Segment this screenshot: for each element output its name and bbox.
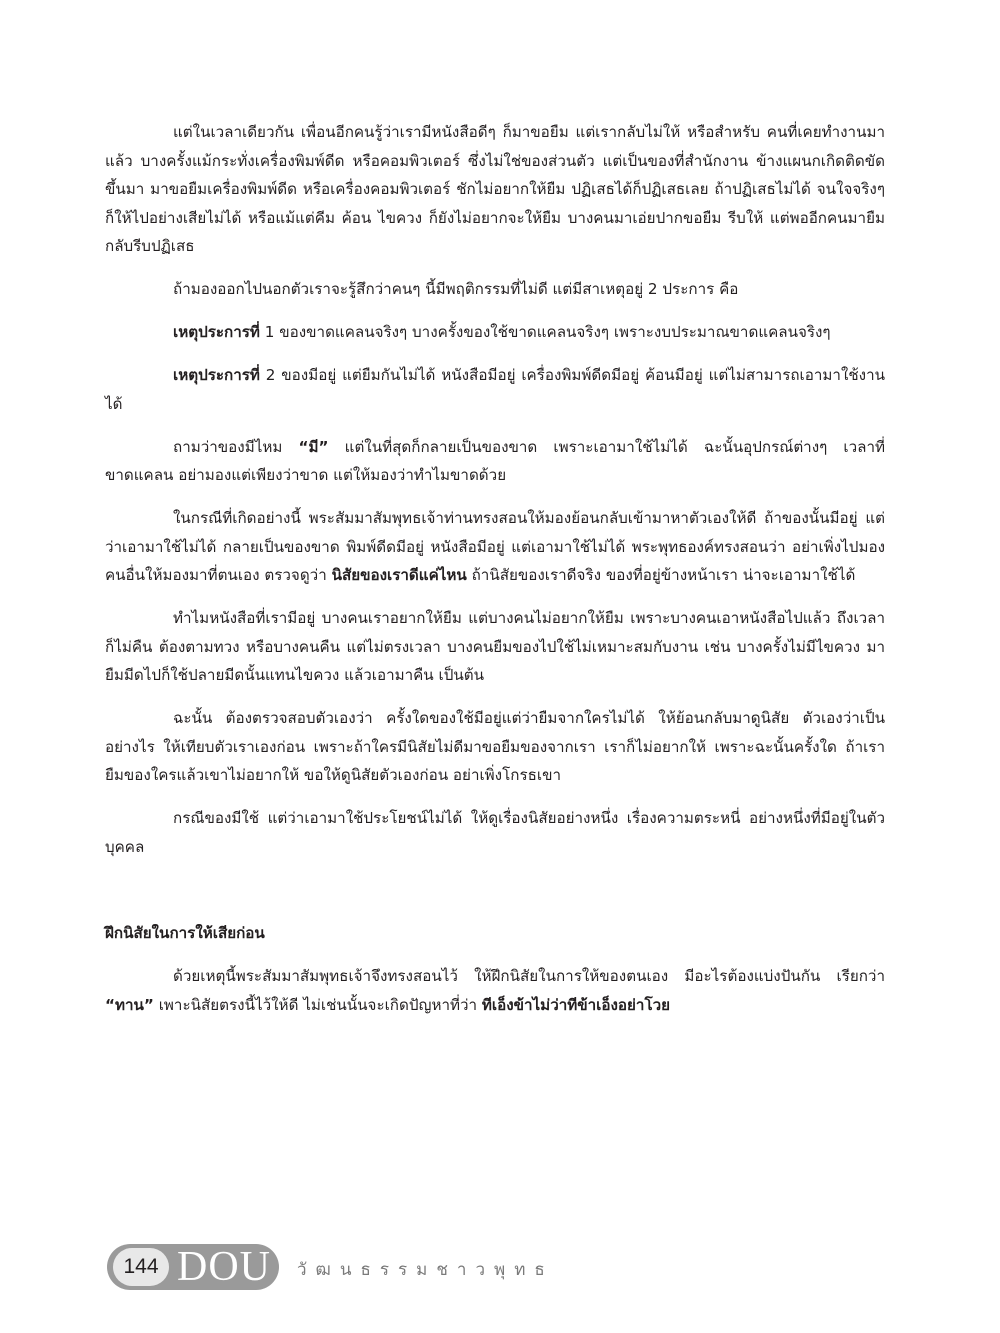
brand-logo-text: DOU bbox=[177, 1244, 271, 1290]
paragraph: ทำไมหนังสือที่เรามีอยู่ บางคนเราอยากให้ยืม แต่บางคนไม่อยากให้ยืม เพราะบางคนเอาหนังสือไปแล้ว ถึงเวลาก็ไม่คืน ต้องตามทวง หรือบางคนคืน แต่ไม่ตรงเวลา บางคนยืมของไปใช้ไม่เหมาะสมกับงาน เช่น บางครั้งไม่มีไขควง มายืมมีดไปก็ใช้ปลายมีดนั้นแทนไขควง แล้วเอามาคืน เป็นต้น bbox=[105, 609, 885, 685]
page-number: 144 bbox=[113, 1248, 169, 1286]
question-emphasis: “มี” bbox=[298, 437, 329, 456]
reason-2-text: 2 ของมีอยู่ แต่ยืมกันไม่ได้ หนังสือมีอยู่ เครื่องพิมพ์ดีดมีอยู่ ค้อนมีอยู่ แต่ไม่สามารถเอามาใช้งานได้ bbox=[105, 366, 885, 413]
reason-1-paragraph bbox=[105, 318, 885, 347]
reason-2-label: เหตุประการที่ bbox=[173, 366, 260, 385]
reason-2-paragraph bbox=[105, 361, 885, 418]
section-text-middle: เพาะนิสัยตรงนี้ไว้ให้ดี ไม่เช่นนั้นจะเกิดปัญหาที่ว่า bbox=[153, 995, 482, 1014]
book-title: วัฒนธรรมชาวพุทธ bbox=[297, 1260, 554, 1280]
buddha-paragraph bbox=[105, 504, 885, 590]
section-text: ด้วยเหตุนี้พระสัมมาสัมพุทธเจ้าจึงทรงสอนไว้ ให้ฝึกนิสัยในการให้ของตนเอง มีอะไรต้องแบ่งปันกัน เรียกว่า bbox=[173, 967, 885, 986]
reason-1-label: เหตุประการที่ bbox=[173, 323, 260, 342]
buddha-emphasis: นิสัยของเราดีแค่ไหน bbox=[331, 566, 467, 585]
body-text bbox=[105, 118, 885, 1034]
footer-badge bbox=[107, 1244, 279, 1290]
buddha-text: ในกรณีที่เกิดอย่างนี้ พระสัมมาสัมพุทธเจ้าท่านทรงสอนให้มองย้อนกลับเข้ามาหาตัวเองให้ดี ถ้าของนั้นมีอยู่ แต่ว่าเอามาใช้ไม่ได้ กลายเป็นของขาด พิมพ์ดีดมีอยู่ หนังสือมีอยู่ แต่เอามาใช้ไม่ได้ พระพุทธองค์ทรงสอนว่า อย่าเพิ่งไปมองคนอื่นให้มองมาที่ตนเอง ตรวจดูว่า bbox=[105, 509, 885, 585]
reason-1-text: 1 ของขาดแคลนจริงๆ บางครั้งของใช้ขาดแคลนจริงๆ เพราะงบประมาณขาดแคลนจริงๆ bbox=[259, 323, 831, 342]
paragraph: ฉะนั้น ต้องตรวจสอบตัวเองว่า ครั้งใดของใช้มีอยู่แต่ว่ายืมจากใครไม่ได้ ให้ย้อนกลับมาดูนิสัย ตัวเองว่าเป็นอย่างไร ให้เทียบตัวเราเองก่อน เพราะถ้าใครมีนิสัยไม่ดีมาขอยืมของจากเรา เราก็ไม่อยากให้ เพราะฉะนั้นครั้งใด ถ้าเรายืมของใครแล้วเขาไม่อยากให้ ขอให้ดูนิสัยตัวเองก่อน อย่าเพิ่งโกรธเขา bbox=[105, 709, 885, 785]
paragraph: ถ้ามองออกไปนอกตัวเราจะรู้สึกว่าคนๆ นี้มีพฤติกรรมที่ไม่ดี แต่มีสาเหตุอยู่ 2 ประการ คือ bbox=[173, 280, 739, 299]
question-paragraph bbox=[105, 433, 885, 490]
page-footer bbox=[107, 1244, 707, 1292]
section-heading: ฝึกนิสัยในการให้เสียก่อน bbox=[105, 924, 265, 943]
dana-term: “ทาน” bbox=[105, 995, 154, 1014]
question-text-after: แต่ในที่สุดก็กลายเป็นของขาด เพราะเอามาใช้ไม่ได้ ฉะนั้นอุปกรณ์ต่างๆ เวลาที่ขาดแคลน อย่ามองแต่เพียงว่าขาด แต่ให้มองว่าทำไมขาดด้วย bbox=[105, 437, 885, 485]
section-paragraph bbox=[105, 962, 885, 1019]
question-text: ถามว่าของมีไหม bbox=[173, 437, 299, 456]
paragraph: แต่ในเวลาเดียวกัน เพื่อนอีกคนรู้ว่าเรามีหนังสือดีๆ ก็มาขอยืม แต่เรากลับไม่ให้ หรือสำหรับ คนที่เคยทำงานมาแล้ว บางครั้งแม้กระทั่งเครื่องพิมพ์ดีด หรือคอมพิวเตอร์ ซึ่งไม่ใช่ของส่วนตัว แต่เป็นของที่สำนักงาน ข้างแผนกเกิดติดขัดขึ้นมา มาขอยืมเครื่องพิมพ์ดีด หรือเครื่องคอมพิวเตอร์ ชักไม่อยากให้ยืม ปฏิเสธได้ก็ปฏิเสธเลย ถ้าปฏิเสธไม่ได้ จนใจจริงๆ ก็ให้ไปอย่างเสียไม่ได้ หรือแม้แต่คีม ค้อน ไขควง ก็ยังไม่อยากจะให้ยืม บางคนมาเอ่ยปากขอยืม รีบให้ แต่พออีกคนมายืมกลับรีบปฏิเสธ bbox=[105, 123, 885, 256]
buddha-text-after: ถ้านิสัยของเราดีจริง ของที่อยู่ข้างหน้าเรา น่าจะเอามาใช้ได้ bbox=[466, 566, 856, 585]
paragraph: กรณีของมีใช้ แต่ว่าเอามาใช้ประโยชน์ไม่ได้ ให้ดูเรื่องนิสัยอย่างหนึ่ง เรื่องความตระหนี่ อย่างหนึ่งที่มีอยู่ในตัวบุคคล bbox=[105, 809, 885, 856]
section-emphasis: ทีเอ็งข้าไม่ว่าทีข้าเอ็งอย่าโวย bbox=[481, 995, 671, 1014]
